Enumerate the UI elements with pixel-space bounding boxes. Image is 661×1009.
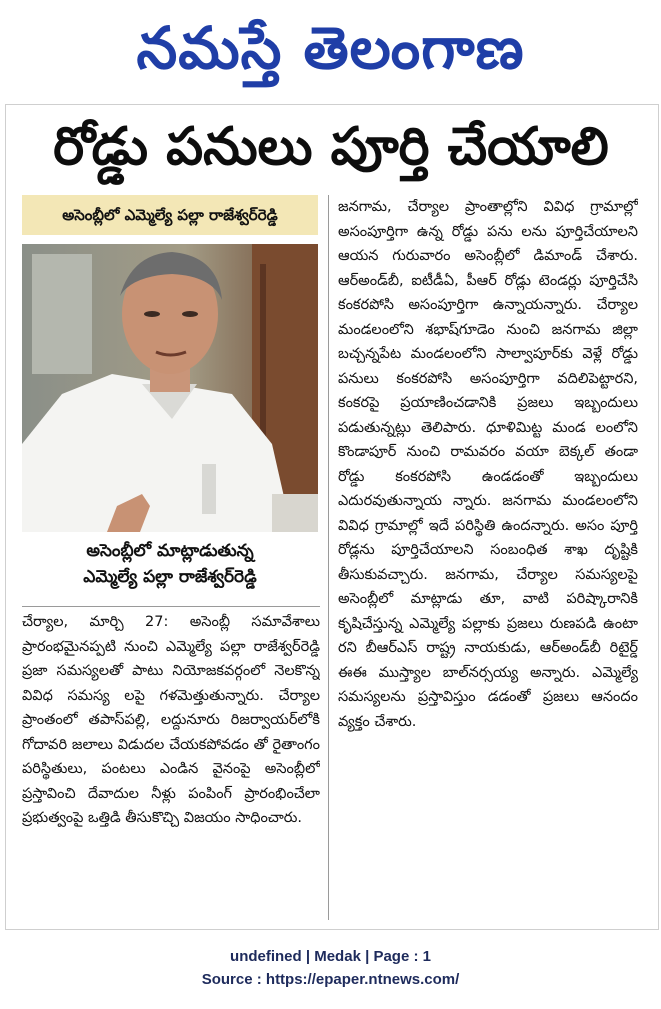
column-divider bbox=[328, 195, 329, 920]
newspaper-logo: నమస్తే తెలంగాణ bbox=[136, 14, 525, 82]
article-headline: రోడ్డు పనులు పూర్తి చేయాలి bbox=[53, 117, 609, 177]
photo-caption-line-1: అసెంబ్లీలో మాట్లాడుతున్న bbox=[86, 541, 254, 561]
page-footer-info: undefined | Medak | Page : 1 bbox=[230, 948, 431, 965]
article-photo bbox=[22, 244, 318, 532]
article-kicker: అసెంబ్లీలో ఎమ్మెల్యే పల్లా రాజేశ్వర్‌రెడ్డి bbox=[22, 195, 318, 235]
photo-caption bbox=[22, 538, 318, 604]
person-speaking-image bbox=[22, 244, 318, 532]
article-body-right: జనగామ, చేర్యాల ప్రాంతాల్లోని వివిధ గ్రామాల్లో అసంపూర్తిగా ఉన్న రోడ్డు పను లను పూర్తిచేయాలని ఆయన గురువారం అసెంబ్లీలో డిమాండ్ చేశారు. ఆర్‌అండ్‌బీ, ఐటీడీఏ, పీఆర్ రోడ్లు టెండర్లు పూర్తిచేసి కంకరపోసి అసంపూర్తిగా ఉన్నాయన్నారు. చేర్యాల మండలంలోని శభాష్‌గూడెం నుంచి జనగామ జిల్లా బచ్చన్నపేట మండలంలోని సాల్వాపూర్‌కు వెళ్లే రోడ్డు పనులు కంకరపోసి అసంపూర్తిగా వదిలిపెట్టారని, కంకరపై ప్రయాణించడానికి ప్రజలు ఇబ్బందులు పడుతున్నట్లు తెలిపారు. ధూళిమిట్ట మండ లంలోని కొండాపూర్ నుంచి రామవరం వయా బెక్కల్ తండా రోడ్డు కంకరపోసి ఉండడంతో ఇబ్బందులు ఎదురవుతున్నాయ న్నారు. జనగామ మండలంలోని వివిధ గ్రామాల్లో ఇదే పరిస్థితి ఉందన్నారు. అసం పూర్తి రోడ్లను పూర్తిచేయాలని సంబంధిత శాఖ దృష్టికి తీసుకువచ్చారు. జనగామ, చేర్యాల సమస్యలపై అసెంబ్లీలో మాట్లాడు తూ, వాటి పరిష్కారానికి కృషిచేస్తున్న ఎమ్మెల్యే పల్లాకు ప్రజలు రుణపడి ఉంటా రని బీఆర్‌ఎస్ రాష్ట్ర నాయకుడు, ఆర్‌అండ్‌బీ రిటైర్డ్ ఈఈ ముస్త్యాల బాల్‌నర్సయ్య అన్నారు. ఎమ్మెల్యే సమస్యలను ప్రస్తావిస్తుం డడంతో ప్రజలు ఆనందం వ్యక్తం చేశారు. bbox=[338, 199, 638, 730]
source-link[interactable]: Source : https://epaper.ntnews.com/ bbox=[201, 971, 460, 988]
photo-caption-line-2: ఎమ్మెల్యే పల్లా రాజేశ్వర్‌రెడ్డి bbox=[83, 567, 257, 587]
article-body-left: చేర్యాల, మార్చి 27: అసెంబ్లీ సమావేశాలు ప్రారంభమైనప్పటి నుంచి ఎమ్మెల్యే పల్లా రాజేశ్వర్‌రెడ్డి ప్రజా సమస్యలతో పాటు నియోజకవర్గంలో నెలకొన్న వివిధ సమస్య లపై గళమెత్తుతున్నారు. చేర్యాల ప్రాంతంలో తపాస్‌పల్లి, లద్దునూరు రిజర్వాయర్‌లోకి గోదావరి జలాలు విడుదల చేయకపోవడం తో రైతాంగం పరిస్థితులు, పంటలు ఎండిన వైనంపై అసెంబ్లీలో ప్రస్తావించి దేవాదుల నీళ్లు పంపింగ్ ప్రారంభించేలా ప్రభుత్వంపై ఒత్తిడి తీసుకొచ్చి విజయం సాధించారు. bbox=[22, 614, 320, 826]
caption-rule bbox=[22, 606, 320, 607]
masthead bbox=[0, 0, 661, 100]
